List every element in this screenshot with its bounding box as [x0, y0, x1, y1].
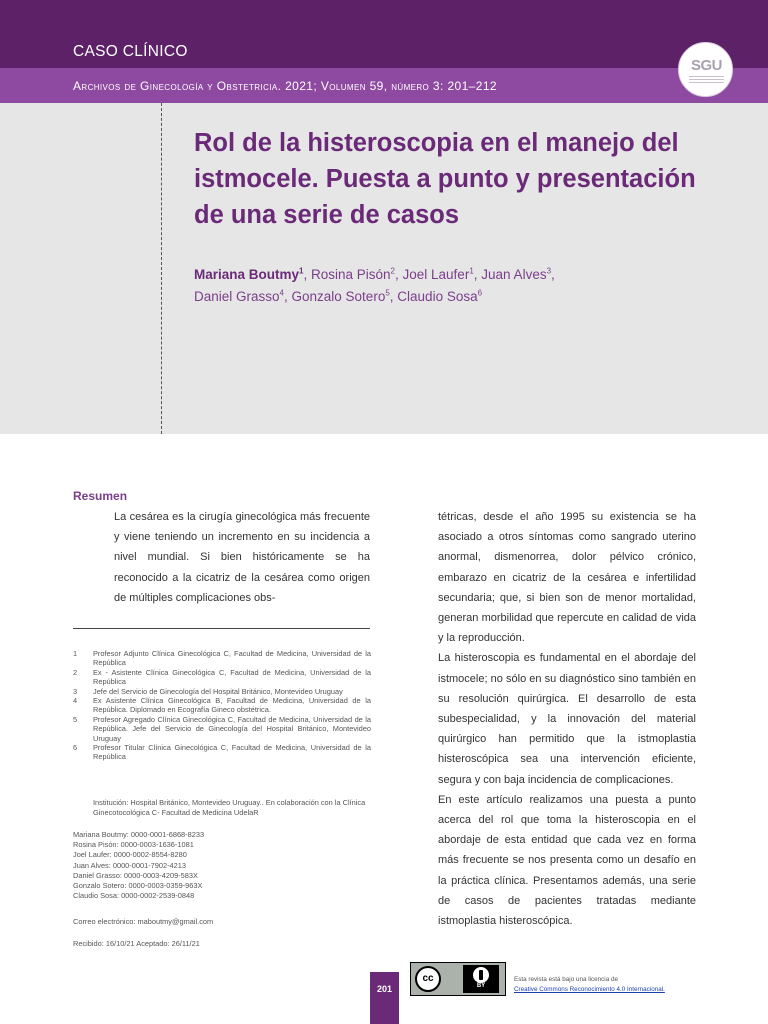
affiliation-item — [73, 649, 371, 668]
person-icon — [473, 967, 489, 983]
affiliation-item — [73, 743, 371, 762]
institution-note: Institución: Hospital Británico, Montevideo Uruguay.. En colaboración con la Clínica Ginecotocológica C- Facultad de Medicina UdelaR — [93, 798, 366, 817]
affiliation-text: Profesor Adjunto Clínica Ginecológica C, Facultad de Medicina, Universidad de la República — [93, 649, 371, 668]
orcid-item: Mariana Boutmy: 0000-0001-6868-8233 — [73, 830, 205, 839]
abstract-heading: Resumen — [73, 489, 128, 503]
affiliation-number: 5 — [73, 714, 78, 724]
by-label: BY — [476, 983, 486, 989]
dotted-divider — [161, 103, 162, 434]
creative-commons-icon[interactable] — [410, 962, 506, 996]
abstract-paragraph: En este artículo realizamos una puesta a punto acerca del rol que toma la histeroscopia en el abordaje de esta entidad que cada vez en forma más frecuente se nos presenta como un desafío en la práctica clínica. Presentamos además, una serie de casos de pacientes tratadas mediante istmoplastia histeroscópica. — [438, 793, 696, 928]
affiliation-list — [73, 649, 371, 762]
orcid-item: Joel Laufer: 0000-0002-8554-8280 — [73, 850, 187, 860]
author-separator: , — [389, 289, 398, 304]
author-affil-mark: 1 — [469, 266, 474, 276]
orcid-item: Rosina Pisón: 0000-0003-1636-1081 — [73, 840, 194, 850]
author-separator: , — [395, 267, 403, 282]
author-name-text: Claudio Sosa — [397, 289, 478, 304]
orcid-item: Claudio Sosa: 0000-0002-2539-0848 — [73, 891, 195, 901]
author-affil-mark: 5 — [385, 288, 390, 298]
orcid-list — [73, 830, 371, 901]
author-separator: , — [284, 289, 292, 304]
page-number-tab — [370, 972, 399, 1024]
page-number: 201 — [376, 984, 393, 994]
author-affil-mark: 2 — [390, 266, 395, 276]
author-name-text: Daniel Grasso — [194, 289, 280, 304]
author-separator: , — [473, 267, 482, 282]
affiliation-number: 3 — [73, 686, 78, 696]
logo-abbreviation: SGU — [690, 57, 722, 74]
affiliation-item — [73, 696, 371, 715]
attribution-icon — [463, 965, 499, 993]
orcid-item: Gonzalo Sotero: 0000-0003-0359-963X — [73, 881, 203, 891]
license-link[interactable]: Creative Commons Reconocimiento 4.0 Internacional. — [514, 986, 665, 993]
author-separator: , — [303, 267, 311, 282]
license-line: Esta revista está bajo una licencia de — [514, 976, 618, 983]
affiliation-number: 2 — [73, 667, 78, 677]
affiliation-text: Ex - Asistente Clínica Ginecológica C, Facultad de Medicina, Universidad de la República — [93, 667, 371, 687]
author-name — [403, 267, 474, 282]
journal-citation: Archivos de Ginecología y Obstetricia. 2021; Volumen 59, número 3: 201–212 — [73, 79, 497, 93]
affiliation-number: 1 — [73, 649, 78, 658]
author-name — [194, 289, 284, 304]
author-name — [292, 289, 390, 304]
author-name — [194, 267, 303, 282]
cc-mark-icon: cc — [415, 966, 441, 992]
author-name-text: Rosina Pisón — [311, 267, 391, 282]
author-name-text: Joel Laufer — [402, 267, 470, 282]
author-separator: , — [551, 267, 555, 282]
affiliation-text: Profesor Titular Clínica Ginecológica C, Facultad de Medicina, Universidad de la República — [93, 743, 371, 762]
author-name — [481, 267, 551, 282]
article-title: Rol de la histeroscopia en el manejo del istmocele. Puesta a punto y presentación de una serie de casos — [194, 129, 696, 229]
author-name-text: Juan Alves — [481, 267, 547, 282]
affiliation-item — [73, 668, 371, 687]
author-name-text: Gonzalo Sotero — [291, 289, 386, 304]
section-label: CASO CLÍNICO — [73, 43, 188, 60]
abstract-paragraph: tétricas, desde el año 1995 su existencia se ha asociado a otros síntomas como sangrado uterino anormal, dismenorrea, dolor pélvico crónico, embarazo en cicatriz de la cesárea e infertilidad secundaria; que, si bien son de menor mortalidad, generan morbilidad que repercute en calidad de vida y la reproducción. — [438, 511, 696, 645]
orcid-item: Daniel Grasso: 0000-0003-4209-583X — [73, 870, 198, 880]
affiliation-text: Ex Asistente Clínica Ginecológica B, Facultad de Medicina, Universidad de la República. Diplomado en Ecografía Gineco obstétrica. — [93, 696, 371, 715]
affiliation-text: Profesor Agregado Clínica Ginecológica C, Facultad de Medicina, Universidad de la República. Jefe del Servicio de Ginecología del Hospital Británico, Montevideo Uruguay — [93, 714, 371, 743]
affiliation-text: Jefe del Servicio de Ginecología del Hospital Británico, Montevideo Uruguay — [93, 686, 343, 696]
affiliation-item — [73, 687, 371, 696]
affiliation-number: 6 — [73, 743, 78, 753]
author-affil-mark: 6 — [477, 288, 483, 298]
contact-email: Correo electrónico: maboutmy@gmail.com — [73, 917, 214, 926]
logo-fine-print — [689, 76, 724, 86]
footnote-rule — [73, 628, 370, 629]
license-notice — [514, 975, 665, 995]
received-accepted-dates: Recibido: 16/10/21 Aceptado: 26/11/21 — [73, 939, 200, 948]
author-list — [194, 264, 634, 308]
society-logo — [678, 42, 733, 97]
author-affil-mark: 4 — [279, 288, 284, 298]
author-affil-mark: 3 — [546, 266, 552, 276]
abstract-column-left: La cesárea es la cirugía ginecológica más frecuente y viene teniendo un incremento en su incidencia a nivel mundial. Si bien históricamente se ha reconocido a la cicatriz de la cesárea como origen de múltiples complicaciones obs- — [114, 511, 370, 604]
abstract-column-right — [438, 507, 696, 931]
affiliation-item — [73, 715, 371, 743]
author-name — [397, 289, 482, 304]
affiliation-number: 4 — [73, 696, 78, 706]
orcid-item: Juan Alves: 0000-0001-7902-4213 — [73, 860, 186, 870]
author-name — [311, 267, 395, 282]
abstract-paragraph: La histeroscopia es fundamental en el abordaje del istmocele; no sólo en su diagnóstico sino también en su resolución quirúrgica. El desarrollo de esta subespecialidad, y la innovación del material quirúrgico han permitido que la istmoplastia histeroscópica sea una intervención eficiente, segura y con baja incidencia de complicaciones. — [438, 652, 696, 786]
author-affil-mark: 1 — [299, 266, 304, 276]
author-name-text: Mariana Boutmy — [194, 267, 300, 282]
